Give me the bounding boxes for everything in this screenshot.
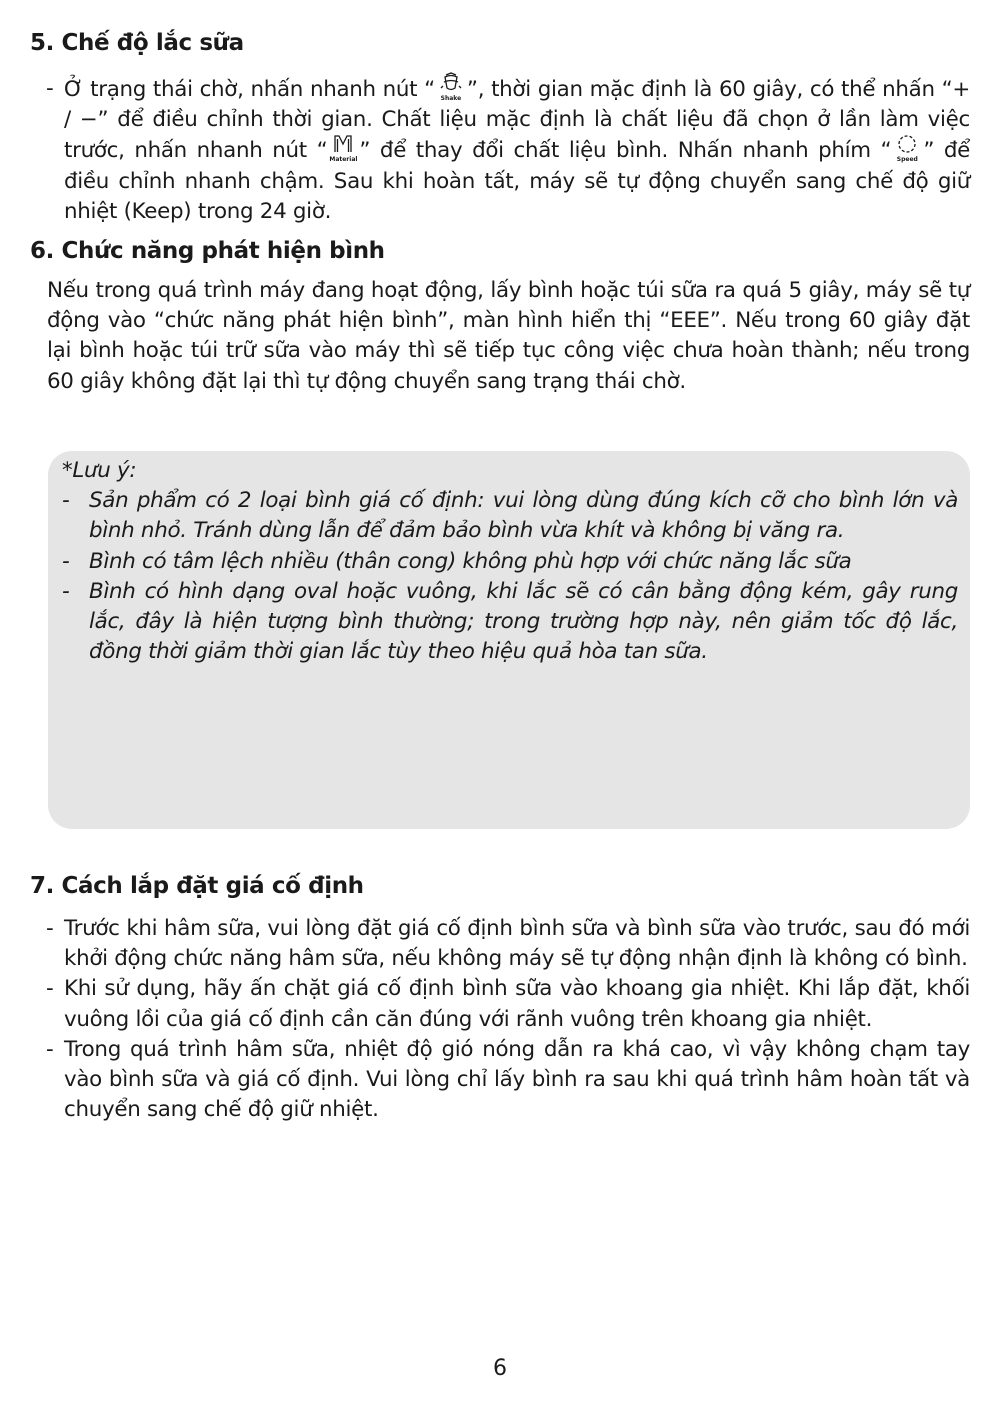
- shake-icon: [436, 74, 466, 100]
- note-item: [62, 486, 958, 546]
- note-content: [62, 456, 958, 667]
- speed-caption: Speed: [896, 156, 918, 164]
- section5-text-b: ”, thời gian mặc định là 60 giây, có thể nhấn “+ / −” để điều chỉnh thời gian. Chất liệu mặc định là chất liệu đã chọn ở lần làm việc trước, nhấn nhanh nút “: [64, 77, 970, 164]
- dash-marker: -: [62, 578, 70, 604]
- note-item-text: Bình có hình dạng oval hoặc vuông, khi lắc sẽ có cân bằng động kém, gây rung lắc, đây là hiện tượng bình thường; trong trường hợp này, nên giảm tốc độ lắc, đồng thời giảm thời gian lắc tùy theo hiệu quả hòa tan sữa.: [89, 578, 958, 665]
- dash-marker: -: [46, 976, 54, 1002]
- page-number: 6: [493, 1356, 507, 1381]
- note-item-text: Bình có tâm lệch nhiều (thân cong) không phù hợp với chức năng lắc sữa: [89, 548, 852, 574]
- note-item-text: Sản phẩm có 2 loại bình giá cố định: vui lòng dùng đúng kích cỡ cho bình lớn và bình nhỏ. Tránh dùng lẫn để đảm bảo bình vừa khít và không bị văng ra.: [89, 488, 958, 544]
- section5-item: [46, 74, 970, 227]
- section7-item-text: Trước khi hâm sữa, vui lòng đặt giá cố định bình sữa và bình sữa vào trước, sau đó mới khởi động chức năng hâm sữa, nếu không máy sẽ tự động nhận định là không có bình.: [64, 916, 970, 972]
- section7-item: [46, 914, 970, 974]
- section7-item: [46, 974, 970, 1034]
- section5-body: [46, 74, 970, 227]
- speed-icon: [892, 135, 922, 164]
- note-item: [62, 577, 958, 668]
- section7-item: [46, 1035, 970, 1126]
- dash-marker: -: [62, 548, 70, 574]
- dash-marker: -: [46, 76, 54, 101]
- section6-heading: 6. Chức năng phát hiện bình: [30, 238, 385, 264]
- section6-body: Nếu trong quá trình máy đang hoạt động, lấy bình hoặc túi sữa ra quá 5 giây, máy sẽ tự động vào “chức năng phát hiện bình”, màn hình hiển thị “EEE”. Nếu trong 60 giây đặt lại bình hoặc túi trữ sữa vào máy thì sẽ tiếp tục công việc chưa hoàn thành; nếu trong 60 giây không đặt lại thì tự động chuyển sang trạng thái chờ.: [47, 278, 970, 394]
- dash-marker: -: [46, 1036, 54, 1062]
- material-icon: [328, 135, 358, 164]
- section5-text-c: ” để thay đổi chất liệu bình. Nhấn nhanh phím “: [359, 138, 892, 164]
- section5-text-d: ” để điều chỉnh nhanh chậm. Sau khi hoàn tất, máy sẽ tự động chuyển sang chế độ giữ nhiệt (Keep) trong 24 giờ.: [64, 138, 970, 224]
- section7-body: [46, 914, 970, 1125]
- section7-heading: 7. Cách lắp đặt giá cố định: [30, 873, 364, 899]
- note-item: [62, 547, 958, 577]
- section5-text-a: Ở trạng thái chờ, nhấn nhanh nút “: [64, 77, 435, 102]
- dash-marker: -: [62, 488, 70, 514]
- material-caption: Material: [329, 156, 358, 164]
- section5-heading: 5. Chế độ lắc sữa: [30, 30, 244, 56]
- note-title: *Lưu ý:: [62, 458, 137, 483]
- section7-item-text: Trong quá trình hâm sữa, nhiệt độ gió nóng dẫn ra khá cao, vì vậy không chạm tay vào bình sữa và giá cố định. Vui lòng chỉ lấy bình ra sau khi quá trình hâm hoàn tất và chuyển sang chế độ giữ nhiệt.: [64, 1036, 970, 1123]
- dash-marker: -: [46, 916, 54, 941]
- section7-item-text: Khi sử dụng, hãy ấn chặt giá cố định bình sữa vào khoang gia nhiệt. Khi lắp đặt, khối vuông lồi của giá cố định cần căn đúng với rãnh vuông trên khoang gia nhiệt.: [64, 976, 970, 1032]
- shake-caption: Shake: [440, 95, 462, 102]
